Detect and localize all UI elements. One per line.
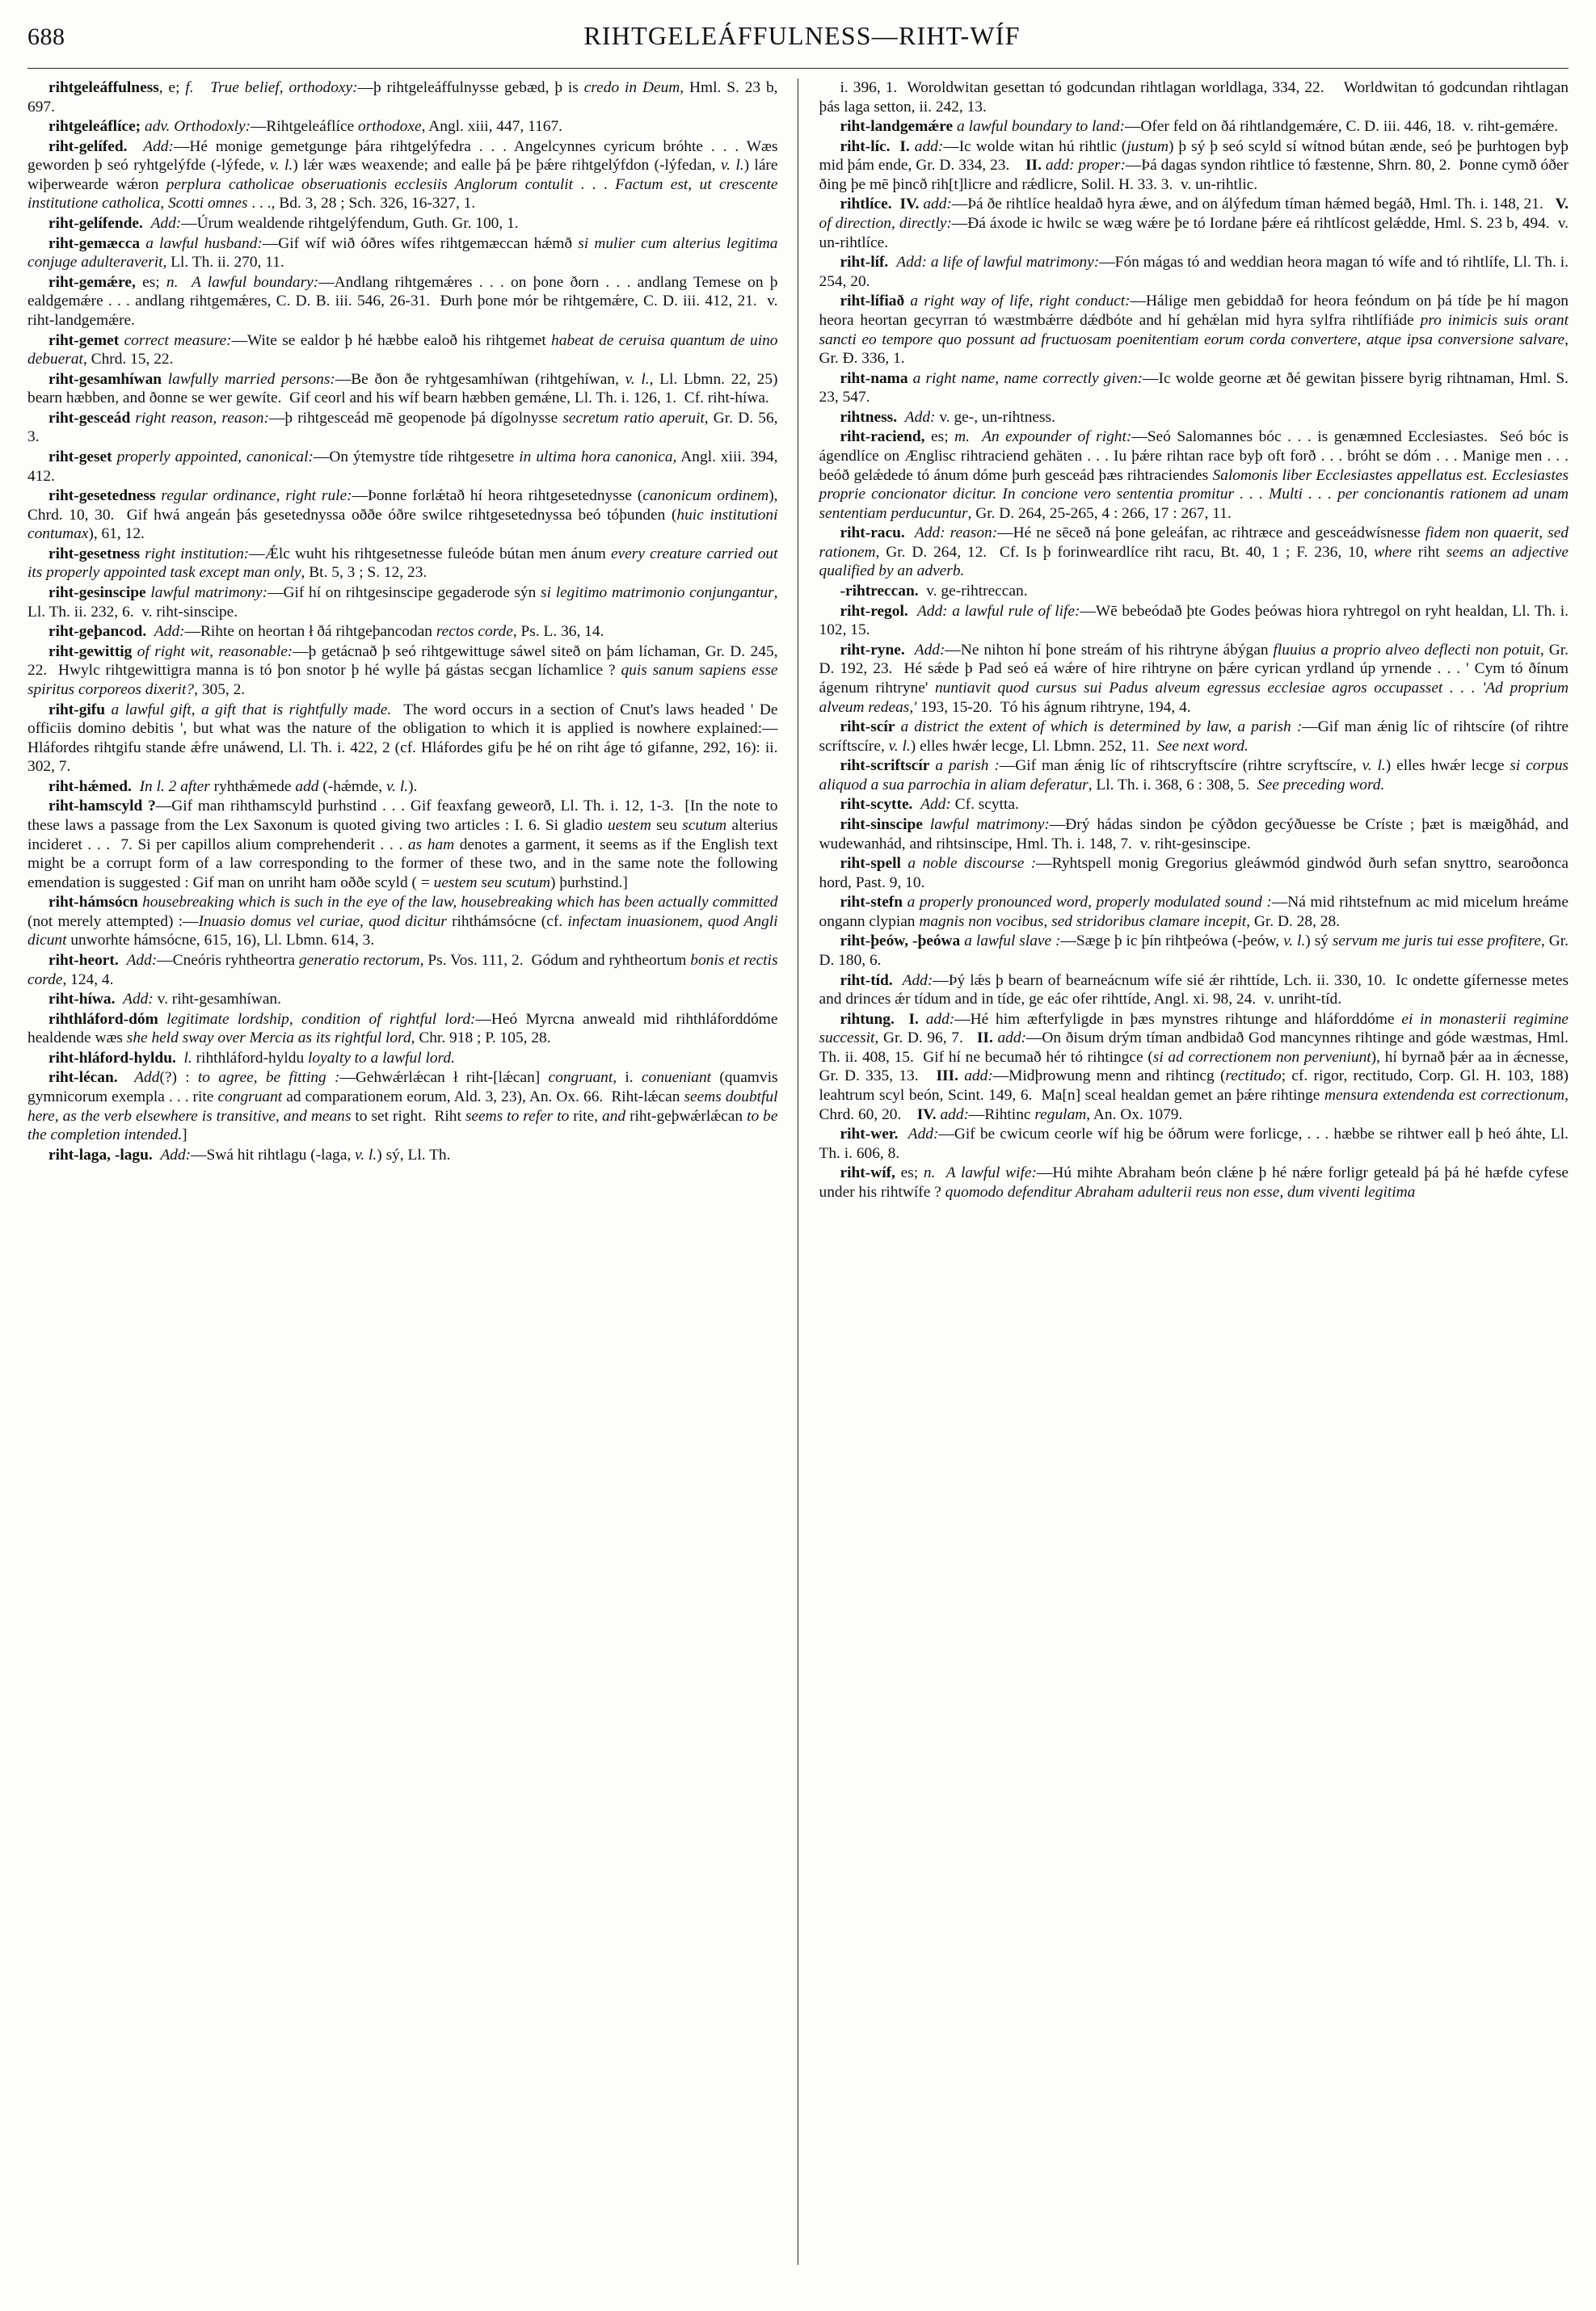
dictionary-entry: riht-ryne. Add:—Ne nihton hí þone streám of his rihtryne ábýgan fluuius a proprio alveo deflecti non potuit, Gr. D. 192, 23. Hé sǽde þ Pad seó eá wǽre of hire rihtryne on þǽre cyrican yrdland úp yrnende . . . ' Cym tó ðínum ágenum rihtryne' nuntiavit quod cursus sui Padus alveum egressus ecclesiae agros occupasset . . . 'Ad proprium alveum redeas,' 193, 15-20. Tó his ágnum rihtryne, 194, 4.	[819, 641, 1569, 716]
dictionary-entry: riht-gemæcca a lawful husband:—Gif wíf wið óðres wífes rihtgemæccan hǽmð si mulier cum alterius legitima conjuge adulteraverit, Ll. Th. ii. 270, 11.	[27, 234, 778, 272]
dictionary-entry: riht-scriftscír a parish :—Gif man ǽnig líc of rihtscryftscíre (rihtre scryftscíre, v. l.) elles hwǽr lecge si corpus aliquod a sua parrochia in aliam deferatur, Ll. Th. i. 368, 6 : 308, 5. See preceding word.	[819, 757, 1569, 793]
dictionary-entry: riht-gifu a lawful gift, a gift that is rightfully made. The word occurs in a section of Cnut's laws headed ' De officiis domino debitis ', but what was the nature of the obligation to which it is applied is nowhere explained:—Hláfordes rihtgifu stande ǽfre unáwend, Ll. Th. i. 422, 2 (cf. Hláfordes gifu þe hé on riht áge tó gifanne, 292, 16): ii. 302, 7.	[27, 701, 778, 776]
right-column	[798, 78, 1569, 2265]
dictionary-entry: rihtgeleáflíce; adv. Orthodoxly:—Rihtgeleáflíce orthodoxe, Angl. xiii, 447, 1167.	[48, 118, 563, 136]
dictionary-entry: rihtgeleáffulness, e; f. True belief, orthodoxy:—þ rihtgeleáffulnysse gebæd, þ is credo in Deum, Hml. S. 23 b, 697.	[27, 79, 778, 116]
dictionary-entry: riht-gesetedness regular ordinance, right rule:—Þonne forlǽtað hí heora rihtgesetednysse (canonicum ordinem), Chrd. 10, 30. Gif hwá angeán þás gesetednyssa oððe óðre swilce rihtgesetednyssa beó tóþunden (huic institutioni contumax), 61, 12.	[27, 487, 778, 543]
dictionary-entry: riht-heort. Add:—Cneóris ryhtheortra generatio rectorum, Ps. Vos. 111, 2. Gódum and ryhtheortum bonis et rectis corde, 124, 4.	[27, 952, 778, 988]
dictionary-entry: riht-hǽmed. In l. 2 after ryhthǽmede add (-hǽmde, v. l.).	[48, 777, 418, 795]
dictionary-entry: riht-scír a district the extent of which is determined by law, a parish :—Gif man ǽnig líc of rihtscíre (of rihtre scríftscíre, v. l.) elles hwǽr lecge, Ll. Lbmn. 252, 11. See next word.	[819, 718, 1569, 755]
folio-number: 688	[27, 23, 65, 50]
dictionary-entry: riht-gesinscipe lawful matrimony:—Gif hí on rihtgesinscipe gegaderode sýn si legitimo matrimonio conjungantur, Ll. Th. ii. 232, 6. v. riht-sinscipe.	[27, 584, 778, 621]
dictionary-entry: riht-hamscyld ?—Gif man rihthamscyld þurhstind . . . Gif feaxfang geweorð, Ll. Th. i. 12, 1-3. [In the note to these laws a passage from the Lex Saxonum is quoted giving two articles : I. 6. Si gladio uestem seu scutum alterius incideret . . . 7. Si per capillos alium comprehenderit . . . as ham denotes a garment, it seems as if the English text might be a corrupt form of a law corresponding to the former of these two, and in the same note the following emendation is suggested : Gif man on unriht ham oððe scyld ( = uestem seu scutum) þurhstind.]	[27, 798, 778, 891]
dictionary-entry: riht-geþancod. Add:—Rihte on heortan ł ðá rihtgeþancodan rectos corde, Ps. L. 36, 14.	[48, 623, 604, 641]
dictionary-entry: riht-þeów, -þeówa a lawful slave :—Sæge þ ic þín rihtþeówa (-þeów, v. l.) sý servum me juris tui esse profitere, Gr. D. 180, 6.	[819, 932, 1569, 970]
dictionary-entry: riht-laga, -lagu. Add:—Swá hit rihtlagu (-laga, v. l.) sý, Ll. Th.	[48, 1146, 451, 1164]
dictionary-entry: riht-wer. Add:—Gif be cwicum ceorle wíf hig be óðrum were forlicge, . . . hæbbe se rihtwer eall þ heó áhte, Ll. Th. i. 606, 8.	[819, 1126, 1569, 1162]
dictionary-entry: riht-gemet correct measure:—Wite se ealdor þ hé hæbbe ealoð his rihtgemet habeat de ceruisa quantum de uino debuerat, Chrd. 15, 22.	[27, 331, 778, 368]
left-column	[27, 78, 798, 2265]
dictionary-entry: riht-stefn a properly pronounced word, properly modulated sound :—Ná mid rihtstefnum ac mid micelum hreáme ongann clypian magnis non vocibus, sed stridoribus clamare incepit, Gr. D. 28, 28.	[819, 894, 1569, 930]
dictionary-entry: riht-raciend, es; m. An expounder of right:—Seó Salomannes bóc . . . is genæmned Ecclesiastes. Seó bóc is ágendlíce on Ænglisc rihtraciend gehäten . . . Iu þǽre rihtan race byþ oft forð . . . bróht se dóm . . . Manige men . . . beóð gelǽdede tó ánum dóme þurh gesceád þæs rihtraciendes Salomonis liber Ecclesiastes appellatus est. Ecclesiastes proprie concionator dicitur. In concione vero sententia promitur . . . Multi . . . per concionantis rationem ad unam sententiam perducuntur, Gr. D. 264, 25-265, 4 : 266, 17 : 267, 11.	[819, 428, 1569, 522]
dictionary-entry: riht-sinscipe lawful matrimony:—Ðrý hádas sindon þe cýðdon gecýðuesse be Críste ; þæt is mæigðhád, and wudewanhád, and rihtsinscipe, Hml. Th. i. 148, 7. v. riht-gesinscipe.	[819, 815, 1569, 852]
dictionary-entry: riht-landgemǽre a lawful boundary to land:—Ofer feld on ðá rihtlandgemǽre, C. D. iii. 446, 18. v. riht-gemǽre.	[840, 118, 1559, 136]
dictionary-entry: riht-gelífed. Add:—Hé monige gemetgunge þára rihtgelýfedra . . . Angelcynnes cyricum bróhte . . . Wæs geworden þ seó ryhtgelýfde (-lýfede, v. l.) lǽr wæs weaxende; and ealle þá þe þǽre rihtgelýfdon (-lýfedan, v. l.) láre wiþerwearde wǽron perplura catholicae obseruationis ecclesiis Anglorum contulit . . . Factum est, ut crescente institutione catholica, Scotti omnes . . ., Bd. 3, 28 ; Sch. 326, 16-327, 1.	[27, 137, 778, 213]
page-header	[27, 21, 1569, 63]
dictionary-entry: riht-lífiað a right way of life, right conduct:—Hálige men gebiddað for heora feóndum on þá tíde þe hí magon heora heortan gecyrran tó wæstmbǽrre dǽdbóte and hí gehǽlan mid hyra sylfra rihtlífiáde pro inimicis suis orant sancti eo tempore quo possunt ad fructuosam poenitentiam eorum corda convertere, atque ipsa conversione salvare, Gr. Ð. 336, 1.	[819, 293, 1569, 368]
dictionary-entry: -rihtreccan. v. ge-rihtreccan.	[840, 583, 1028, 600]
dictionary-entry: riht-gesceád right reason, reason:—þ rihtgesceád mē geopenode þá dígolnysse secretum ratio aperuit, Gr. D. 56, 3.	[27, 409, 778, 446]
dictionary-entry: riht-líc. I. add:—Ic wolde witan hú rihtlic (justum) þ sý þ seó scyld sí wítnod bútan ænde, seó þe þurhtogen byþ mid þám ende, Gr. D. 334, 23. II. add: proper:—Þá dagas syndon rihtlice tó fæstenne, Shrn. 80, 2. Þonne cymð óðer ðing þe mē þincð rih[t]licre and rǽdlicre, Solil. H. 33. 3. v. un-rihtlic.	[819, 137, 1569, 193]
dictionary-entry: rihthláford-dóm legitimate lordship, condition of rightful lord:—Heó Myrcna anweald mid rihthláforddóme healdende wæs she held sway over Mercia as its rightful lord, Chr. 918 ; P. 105, 28.	[27, 1010, 778, 1047]
dictionary-entry: riht-regol. Add: a lawful rule of life:—Wē bebeódað þte Godes þeówas hiora ryhtregol on ryht healdan, Ll. Th. i. 102, 15.	[819, 602, 1569, 639]
dictionary-entry: riht-híwa. Add: v. riht-gesamhíwan.	[48, 991, 281, 1008]
dictionary-entry: riht-lécan. Add(?) : to agree, be fitting :—Gehwǽrlǽcan ł riht-[lǽcan] congruant, i. conueniant (quamvis gymnicorum exempla . . . rite congruant ad comparationem eorum, Ald. 3, 23), An. Ox. 66. Riht-lǽcan seems doubtful here, as the verb elsewhere is transitive, and means to set right. Riht seems to refer to rite, and riht-geþwǽrlǽcan to be the completion intended.]	[27, 1069, 778, 1144]
dictionary-entry: rihtlíce. IV. add:—Þá ðe rihtlíce healdað hyra ǽwe, and on álýfedum tíman hǽmed begáð, Hml. Th. i. 148, 21. V. of direction, directly:—Ðá áxode ic hwilc se wæg wǽre þe tó Iordane þǽre eá rihtlícost gelǽdde, Hml. S. 23 b, 494. v. un-rihtlíce.	[819, 196, 1569, 251]
dictionary-entry: rihtung. I. add:—Hé him æfterfyligde in þæs mynstres rihtunge and hláforddóme ei in monasterii regimine successit, Gr. D. 96, 7. II. add:—On ðisum drým tíman andbidað God mancynnes rihtinge and góde wæstmas, Hml. Th. ii. 408, 15. Gif hí ne becumað hér tó rihtingce (si ad correctionem non perveniunt), hí byrnað þǽr aa in ǽcnesse, Gr. D. 335, 13. III. add:—Midþrowung menn and rihtincg (rectitudo; cf. rigor, rectitudo, Corp. Gl. H. 103, 188) leahtrum scyl beón, Scint. 149, 6. Ma[n] sceal healdan gemet an þǽre rihtinge mensura extendenda est correctionum, Chrd. 60, 20. IV. add:—Rihtinc regulam, An. Ox. 1079.	[819, 1010, 1569, 1123]
dictionary-entry: riht-gelífende. Add:—Úrum wealdende rihtgelýfendum, Guth. Gr. 100, 1.	[48, 215, 519, 233]
dictionary-entry: riht-hláford-hyldu. l. rihthláford-hyldu loyalty to a lawful lord.	[48, 1049, 455, 1067]
dictionary-entry: riht-gesetness right institution:—Ǽlc wuht his rihtgesetnesse fuleóde bútan men ánum every creature carried out its properly appointed task except man only, Bt. 5, 3 ; S. 12, 23.	[27, 545, 778, 582]
dictionary-entry: riht-racu. Add: reason:—Hé ne sēceð ná þone geleáfan, ac rihtræce and gesceádwísnesse fidem non quaerit, sed rationem, Gr. D. 264, 12. Cf. Is þ forinweardlíce riht racu, Bt. 40, 1 ; F. 236, 10, where riht seems an adjective qualified by an adverb.	[819, 524, 1569, 580]
dictionary-entry: riht-nama a right name, name correctly given:—Ic wolde georne æt ðé gewitan þissere byrig rihtnaman, Hml. S. 23, 547.	[819, 369, 1569, 406]
dictionary-entry: riht-scytte. Add: Cf. scytta.	[840, 796, 1019, 814]
dictionary-entry: rihtness. Add: v. ge-, un-rihtness.	[840, 408, 1055, 426]
two-column-body	[27, 78, 1569, 2265]
dictionary-entry: riht-líf. Add: a life of lawful matrimony:—Fón mágas tó and weddian heora magan tó wífe and tó rihtlífe, Ll. Th. i. 254, 20.	[819, 254, 1569, 290]
dictionary-entry: riht-tíd. Add:—Þý lǽs þ bearn of bearneácnum wífe sié ǽr rihttíde, Lch. ii. 330, 10. Ic ondette gífernesse metes and drinces ǽr tídum and in tíde, ge eác ofer rihttíde, Angl. xi. 98, 24. v. unriht-tíd.	[819, 971, 1569, 1008]
dictionary-entry: riht-gemǽre, es; n. A lawful boundary:—Andlang rihtgemǽres . . . on þone ðorn . . . andlang Temese on þ ealdgemǽre . . . andlang rihtgemǽres, C. D. B. iii. 546, 26-31. Ðurh þone mór be rihtgemǽre, C. D. iii. 412, 21. v. riht-landgemǽre.	[27, 273, 778, 329]
dictionary-entry: riht-gewittig of right wit, reasonable:—þ getácnað þ seó rihtgewittuge sáwel siteð on þám líchaman, Gr. D. 245, 22. Hwylc rihtgewittigra manna is tó þon snotor þ hé wylle þá gástas secgan líchamlice ? quis sanum sapiens esse spiritus corporeos dixerit?, 305, 2.	[27, 642, 778, 698]
dictionary-entry: i. 396, 1. Woroldwitan gesettan tó godcundan rihtlagan worldlaga, 334, 22. Worldwitan tó godcundan rihtlagan þás laga setton, ii. 242, 13.	[819, 79, 1569, 116]
dictionary-entry: riht-gesamhíwan lawfully married persons:—Be ðon ðe ryhtgesamhíwan (rihtgehíwan, v. l., Ll. Lbmn. 22, 25) bearn hæbben, and ðonne se wer gewíte. Gif ceorl and his wíf bearn hæbben gemǽne, Ll. Th. i. 126, 1. Cf. riht-híwa.	[27, 370, 778, 407]
dictionary-entry: riht-wíf, es; n. A lawful wife:—Hú mihte Abraham beón clǽne þ hé nǽre forligr geteald þá þá hé hæfde cyfese under his rihtwífe ? quomodo defenditur Abraham adulterii reus non esse, dum viventi legitima	[819, 1164, 1569, 1201]
dictionary-entry: riht-geset properly appointed, canonical:—On ýtemystre tíde rihtgesetre in ultima hora canonica, Angl. xiii. 394, 412.	[27, 448, 778, 485]
header-rule	[27, 68, 1569, 69]
dictionary-entry: riht-hámsócn housebreaking which is such in the eye of the law, housebreaking which has been actually committed (not merely attempted) :—Inuasio domus vel curiae, quod dicitur rihthámsócne (cf. infectam inuasionem, quod Angli dicunt unworhte hámsócne, 615, 16), Ll. Lbmn. 614, 3.	[27, 894, 778, 949]
running-head: RIHTGELEÁFFULNESS—RIHT-WÍF	[583, 21, 1021, 50]
dictionary-entry: riht-spell a noble discourse :—Ryhtspell monig Gregorius gleáwmód gindwód ðurh sefan snyttro, searoðonca hord, Past. 9, 10.	[819, 855, 1569, 891]
